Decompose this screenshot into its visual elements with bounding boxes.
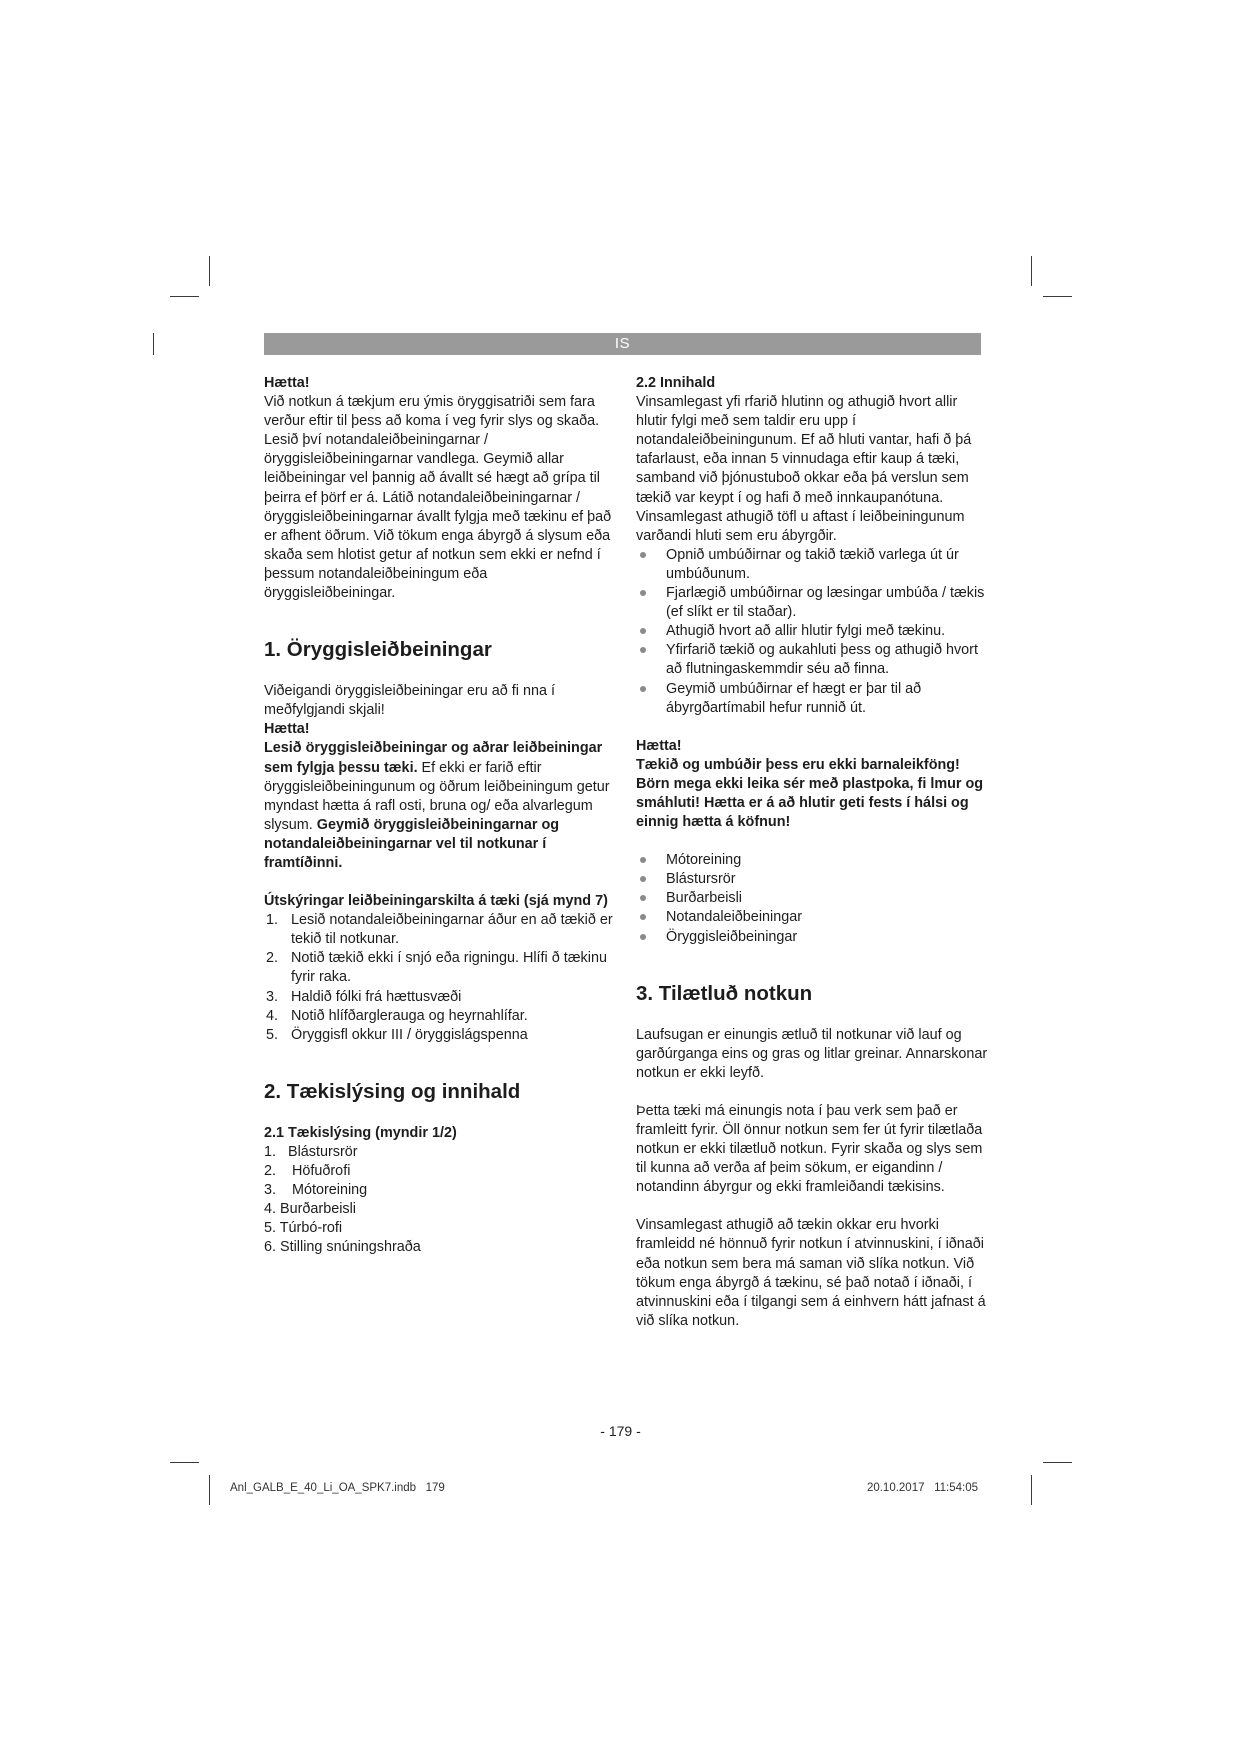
bullet-icon (640, 647, 646, 653)
list-item: Geymið umbúðirnar ef hægt er þar til að ábyrgðartímabil hefur runnið út. (636, 680, 988, 718)
crop-mark (209, 256, 210, 286)
list-item: Athugið hvort að allir hlutir fylgi með tækinu. (636, 622, 988, 641)
contents-list (636, 851, 988, 946)
list-item: Opnið umbúðirnar og takið tækið varlega út úr umbúðunum. (636, 546, 988, 584)
list-item: Öryggisleiðbeiningar (636, 928, 988, 947)
section-3-heading: 3. Tilætluð notkun (636, 981, 813, 1005)
crop-mark (170, 296, 199, 297)
page-number: - 179 - (600, 1423, 641, 1439)
list-item: 4. Notið hlífðarglerauga og heyrnahlífar. (266, 1007, 528, 1024)
list-item: 3. Mótoreining (264, 1182, 368, 1199)
list-item: 2. Höfuðrofi (264, 1163, 351, 1179)
parts-list (264, 1143, 616, 1258)
section-2-2-heading: 2.2 Innihald (636, 375, 716, 391)
section-1-warning-title: Hætta! (264, 721, 310, 738)
section-1-heading: 1. Öryggisleiðbeiningar (264, 638, 492, 662)
section-3-paragraph: Þetta tæki má einungis nota í þau verk sem það er framleitt fyrir. Öll önnur notkun sem fer út fyrir tilætlaða notkun er ekki tilætluð notkun. Fyrir skaða og slys sem til kunna að verða af þeim sökum, er eigandinn / notandinn ábyrgur og ekki framleiðandi tækisins. (636, 1102, 983, 1196)
bullet-icon (640, 628, 646, 634)
list-item: Burðarbeisli (636, 889, 988, 908)
section-3-paragraph: Vinsamlegast athugið að tækin okkar eru hvorki framleidd né hönnuð fyrir notkun í atvinnuskini, í iðnaði eða notkun sem bera má saman við slíka notkun. Við tökum enga ábyrgð á tækinu, sé það notað í iðnaði, í atvinnuskini eða í tilgangi sem á einhvern hátt jafnast á við slíka notkun. (636, 1217, 986, 1329)
unpacking-steps-list (636, 546, 988, 718)
list-item: 1. Lesið notandaleiðbeiningarnar áður en að tækið er tekið til notkunar. (266, 912, 613, 948)
list-item: 4. Burðarbeisli (264, 1201, 356, 1218)
warning-title: Hætta! (636, 737, 682, 754)
bullet-icon (640, 552, 646, 558)
list-item: 5. Túrbó-rofi (264, 1220, 343, 1237)
bullet-icon (640, 876, 646, 882)
signs-list (264, 911, 616, 1045)
language-header-bar (264, 333, 981, 355)
warning-bold-text: Geymið öryggisleiðbeiningarnar og notandaleiðbeiningarnar vel til notkunar í framtíðinni. (264, 816, 560, 871)
list-item: 2. Notið tækið ekki í snjó eða rigningu. Hlífi ð tækinu fyrir raka. (266, 950, 607, 986)
bullet-icon (640, 590, 646, 596)
section-1-intro: Viðeigandi öryggisleiðbeiningar eru að fi nna í meðfylgjandi skjali! (264, 683, 555, 719)
crop-mark (170, 1462, 199, 1463)
crop-mark (1043, 1462, 1072, 1463)
warning-body: Tækið og umbúðir þess eru ekki barnaleikföng! Börn mega ekki leika sér með plastpoka, fi lmur og smáhluti! Hætta er á að hlutir geti fests í hálsi og einnig hætta á köfnun! (636, 756, 984, 831)
section-2-1-heading: 2.1 Tækislýsing (myndir 1/2) (264, 1124, 457, 1141)
section-2-heading: 2. Tækislýsing og innihald (264, 1079, 521, 1103)
section-2-2-body: Vinsamlegast yfi rfarið hlutinn og athugið hvort allir hlutir fylgi með sem taldir eru upp í notandaleiðbeiningunum. Ef að hluti vantar, hafi ð þá tafarlaust, eða innan 5 vinnudaga eftir kaup á tæki, samband við þjónustuboð okkar eða þá verslun sem tækið var keypt í og hafi ð með innkaupanótuna. Vinsamlegast athugið töfl u aftast í leiðbeiningunum varðandi hluti sem eru ábyrgðir. (636, 394, 972, 544)
list-item: 3. Haldið fólki frá hættusvæði (266, 988, 462, 1005)
list-item: 1. Blástursrör (264, 1143, 358, 1160)
bullet-icon (640, 934, 646, 940)
warning-title: Hætta! (264, 375, 310, 391)
print-file-name: Anl_GALB_E_40_Li_OA_SPK7.indb 179 (230, 1482, 445, 1494)
crop-mark (1031, 1475, 1032, 1505)
list-item: Mótoreining (636, 851, 988, 870)
bullet-icon (640, 686, 646, 692)
signs-heading: Útskýringar leiðbeiningarskilta á tæki (sjá mynd 7) (264, 893, 608, 910)
list-item: Notandaleiðbeiningar (636, 908, 988, 927)
crop-mark (209, 1475, 210, 1505)
left-column (264, 374, 616, 1257)
warning-bold-text: Lesið öryggisleiðbeiningar og aðrar leiðbeiningar sem fylgja þessu tæki. (264, 740, 603, 776)
crop-mark (153, 333, 154, 355)
list-item: Blástursrör (636, 870, 988, 889)
language-code: IS (614, 335, 631, 352)
print-timestamp: 20.10.2017 11:54:05 (866, 1482, 978, 1494)
list-item: Yfirfarið tækið og aukahluti þess og athugið hvort að flutningaskemmdir séu að finna. (636, 641, 988, 679)
list-item: Fjarlægið umbúðirnar og læsingar umbúða / tækis (ef slíkt er til staðar). (636, 584, 988, 622)
crop-mark (1031, 256, 1032, 286)
bullet-icon (640, 914, 646, 920)
bullet-icon (640, 857, 646, 863)
crop-mark (1043, 296, 1072, 297)
section-3-paragraph: Laufsugan er einungis ætluð til notkunar við lauf og garðúrganga eins og gras og litlar greinar. Annarskonar notkun er ekki leyfð. (636, 1026, 988, 1081)
right-column (636, 374, 988, 1331)
list-item: 6. Stilling snúningshraða (264, 1239, 421, 1256)
bullet-icon (640, 895, 646, 901)
warning-normal-text: Ef ekki er farið eftir öryggisleiðbeiningunum og öðrum leiðbeiningum getur myndast hætta á rafl osti, bruna og/ eða alvarlegum slysum. (264, 759, 610, 833)
list-item: 5. Öryggisfl okkur III / öryggislágspenna (266, 1026, 528, 1043)
section-1-warning-body (264, 739, 616, 873)
warning-body: Við notkun á tækjum eru ýmis öryggisatriði sem fara verður eftir til þess að koma í veg fyrir slys og skaða. Lesið því notandaleiðbeiningarnar / öryggisleiðbeiningarnar vandlega. Geymið allar leiðbeiningar vel þannig að ávallt sé hægt að grípa til þeirra ef þörf er á. Látið notandaleiðbeiningarnar / öryggisleiðbeiningarnar ávallt fylgja með tækinu ef það er afhent öðrum. Við tökum enga ábyrgð á slysum eða skaða sem hlotist getur af notkun sem ekki er nefnd í þessum notandaleiðbeiningum eða öryggisleiðbeiningar. (264, 394, 612, 602)
